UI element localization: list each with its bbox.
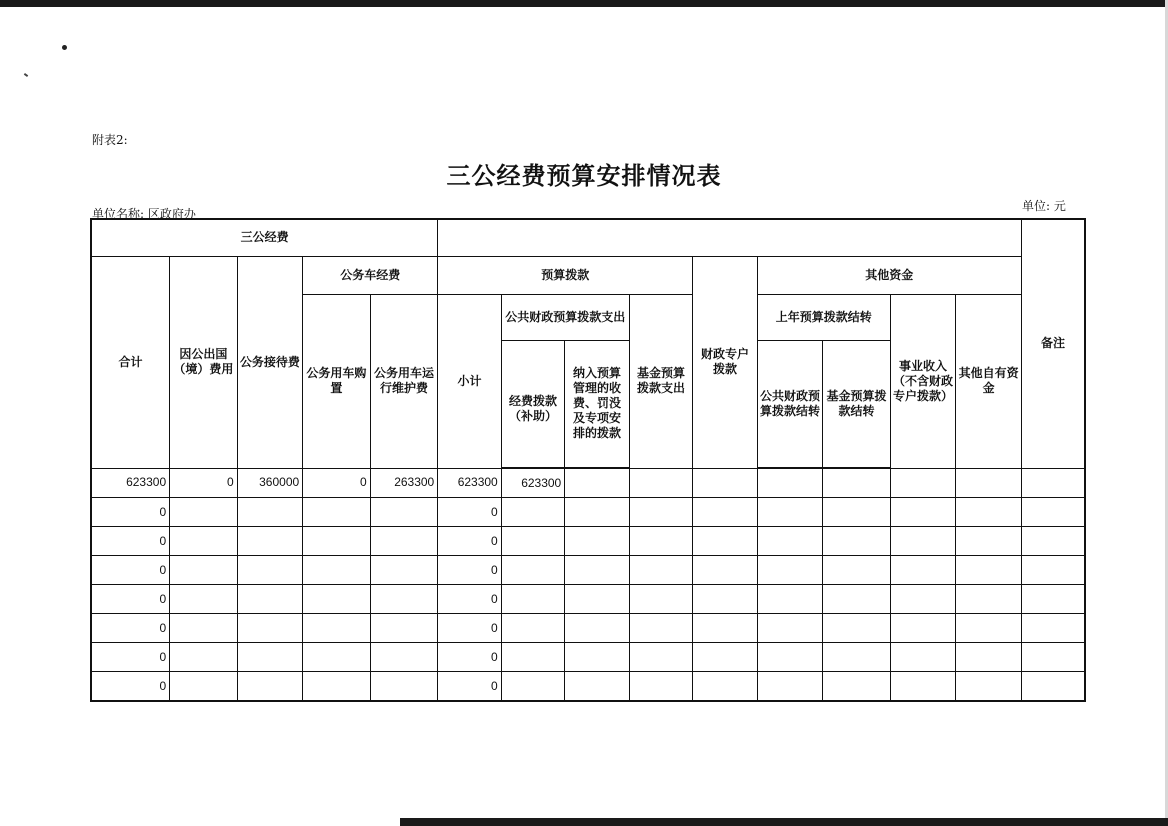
table-cell: [565, 672, 630, 702]
scan-speck: [24, 73, 28, 77]
table-cell: [629, 672, 693, 702]
table-cell: 0: [91, 614, 170, 643]
table-cell: [629, 614, 693, 643]
table-cell: [956, 468, 1022, 498]
table-cell: [629, 556, 693, 585]
table-cell: [1021, 672, 1085, 702]
table-cell: 0: [438, 672, 502, 702]
header-reception: 公务接待费: [237, 256, 303, 468]
table-cell: 0: [438, 556, 502, 585]
table-cell: [1021, 614, 1085, 643]
table-cell: [757, 527, 823, 556]
table-cell: [303, 556, 371, 585]
table-row: [91, 556, 1085, 585]
header-remark: 备注: [1021, 219, 1085, 468]
table-cell: 0: [438, 643, 502, 672]
table-cell: 0: [91, 585, 170, 614]
header-public-budget-expense: 公共财政预算拨款支出: [501, 294, 629, 340]
table-cell: [501, 498, 565, 527]
table-row: [91, 527, 1085, 556]
table-cell: [501, 643, 565, 672]
table-cell: 623300: [438, 468, 502, 498]
unit-name: 单位名称: 区政府办: [92, 207, 196, 221]
table-cell: [237, 585, 303, 614]
table-cell: [370, 614, 438, 643]
header-subsidy: 经费拨款（补助）: [501, 340, 565, 468]
header-last-year-carryover: 上年预算拨款结转: [757, 294, 890, 340]
table-cell: [501, 527, 565, 556]
table-row: [91, 585, 1085, 614]
table-cell: 0: [438, 614, 502, 643]
table-cell: 623300: [91, 468, 170, 498]
table-cell: [823, 527, 891, 556]
table-cell: [629, 527, 693, 556]
table-cell: [1021, 468, 1085, 498]
table-cell: [565, 643, 630, 672]
table-cell: [237, 527, 303, 556]
table-cell: [1021, 643, 1085, 672]
table-cell: [170, 556, 238, 585]
table-cell: [303, 498, 371, 527]
table-cell: [170, 614, 238, 643]
table-cell: [693, 556, 758, 585]
table-cell: [693, 527, 758, 556]
table-cell: [890, 672, 956, 702]
table-cell: [501, 614, 565, 643]
table-cell: 0: [91, 643, 170, 672]
header-fund-budget-expense: 基金预算拨款支出: [629, 294, 693, 468]
table-cell: [890, 585, 956, 614]
table-cell: [890, 556, 956, 585]
table-cell: [170, 585, 238, 614]
table-row: [91, 672, 1085, 702]
table-cell: [370, 498, 438, 527]
table-cell: [565, 527, 630, 556]
table-cell: [757, 498, 823, 527]
table-cell: [823, 643, 891, 672]
table-cell: 623300: [501, 468, 565, 498]
header-public-carryover: 公共财政预算拨款结转: [757, 340, 823, 468]
table-cell: [237, 614, 303, 643]
table-cell: [370, 672, 438, 702]
table-cell: 0: [438, 498, 502, 527]
table-cell: [629, 643, 693, 672]
header-included-income: 纳入预算管理的收费、罚没及专项安排的拨款: [565, 340, 630, 468]
table-cell: 0: [91, 527, 170, 556]
table-cell: [823, 468, 891, 498]
table-cell: [629, 468, 693, 498]
table-cell: [303, 643, 371, 672]
page-title: 三公经费预算安排情况表: [446, 161, 722, 190]
table-cell: [956, 527, 1022, 556]
table-cell: 360000: [237, 468, 303, 498]
table-cell: [956, 498, 1022, 527]
header-other-funds: 其他资金: [757, 256, 1021, 294]
table-cell: [370, 585, 438, 614]
table-cell: [370, 556, 438, 585]
table-cell: 263300: [370, 468, 438, 498]
table-cell: [823, 614, 891, 643]
table-cell: [170, 672, 238, 702]
table-cell: [501, 556, 565, 585]
unit-label: 单位: 元: [1022, 199, 1066, 213]
header-abroad: 因公出国（境）费用: [170, 256, 238, 468]
scan-edge-top: [0, 0, 1168, 7]
table-cell: [1021, 585, 1085, 614]
table-cell: [237, 672, 303, 702]
table-cell: [303, 527, 371, 556]
table-cell: [693, 643, 758, 672]
header-subtotal: 小计: [438, 294, 502, 468]
table-cell: [693, 468, 758, 498]
header-car-purchase: 公务用车购置: [303, 294, 371, 468]
table-cell: [956, 643, 1022, 672]
budget-table-wrapper: [90, 218, 1086, 702]
table-row: [91, 468, 1085, 498]
table-cell: [823, 556, 891, 585]
table-cell: [956, 556, 1022, 585]
table-cell: 0: [303, 468, 371, 498]
attachment-label: 附表2:: [92, 133, 128, 147]
table-cell: [693, 585, 758, 614]
table-cell: [757, 468, 823, 498]
table-cell: [823, 672, 891, 702]
table-cell: [757, 643, 823, 672]
header-budget-grant: 预算拨款: [438, 256, 693, 294]
budget-table: [90, 218, 1086, 702]
header-other-own: 其他自有资金: [956, 294, 1022, 468]
table-cell: 0: [91, 498, 170, 527]
table-cell: [565, 585, 630, 614]
table-cell: [237, 498, 303, 527]
header-fiscal-special: 财政专户拨款: [693, 256, 758, 468]
table-cell: [237, 556, 303, 585]
table-cell: [565, 614, 630, 643]
table-cell: [370, 527, 438, 556]
header-car-operation: 公务用车运行维护费: [370, 294, 438, 468]
table-cell: [890, 527, 956, 556]
table-cell: [565, 468, 630, 498]
table-cell: 0: [438, 527, 502, 556]
table-cell: [1021, 527, 1085, 556]
table-cell: 0: [170, 468, 238, 498]
table-cell: 0: [438, 585, 502, 614]
table-cell: [170, 643, 238, 672]
header-business-income: 事业收入（不含财政专户拨款）: [890, 294, 956, 468]
table-cell: [629, 498, 693, 527]
table-cell: [501, 672, 565, 702]
table-cell: [170, 498, 238, 527]
table-cell: [693, 672, 758, 702]
table-cell: [693, 498, 758, 527]
table-cell: [237, 643, 303, 672]
table-cell: 0: [91, 556, 170, 585]
table-cell: [890, 498, 956, 527]
table-cell: [565, 556, 630, 585]
table-row: [91, 614, 1085, 643]
table-cell: [370, 643, 438, 672]
table-cell: [956, 585, 1022, 614]
table-cell: [890, 643, 956, 672]
table-cell: [629, 585, 693, 614]
table-cell: [757, 556, 823, 585]
table-cell: [823, 585, 891, 614]
header-car-fund: 公务车经费: [303, 256, 438, 294]
header-fund-carryover: 基金预算拨款结转: [823, 340, 891, 468]
table-cell: [757, 672, 823, 702]
table-cell: [1021, 556, 1085, 585]
table-cell: [757, 585, 823, 614]
table-cell: [757, 614, 823, 643]
header-blank: [438, 219, 1022, 256]
table-cell: [1021, 498, 1085, 527]
table-cell: [170, 527, 238, 556]
header-sangong: 三公经费: [91, 219, 438, 256]
table-cell: [890, 614, 956, 643]
table-row: [91, 498, 1085, 527]
table-cell: [565, 498, 630, 527]
table-cell: [303, 585, 371, 614]
table-cell: [303, 672, 371, 702]
table-cell: 0: [91, 672, 170, 702]
table-cell: [956, 672, 1022, 702]
header-total: 合计: [91, 256, 170, 468]
table-cell: [823, 498, 891, 527]
scan-edge-bottom: [0, 816, 1168, 826]
scan-speck: [62, 45, 67, 50]
table-cell: [303, 614, 371, 643]
table-row: [91, 643, 1085, 672]
table-cell: [693, 614, 758, 643]
table-cell: [956, 614, 1022, 643]
table-cell: [501, 585, 565, 614]
table-cell: [890, 468, 956, 498]
